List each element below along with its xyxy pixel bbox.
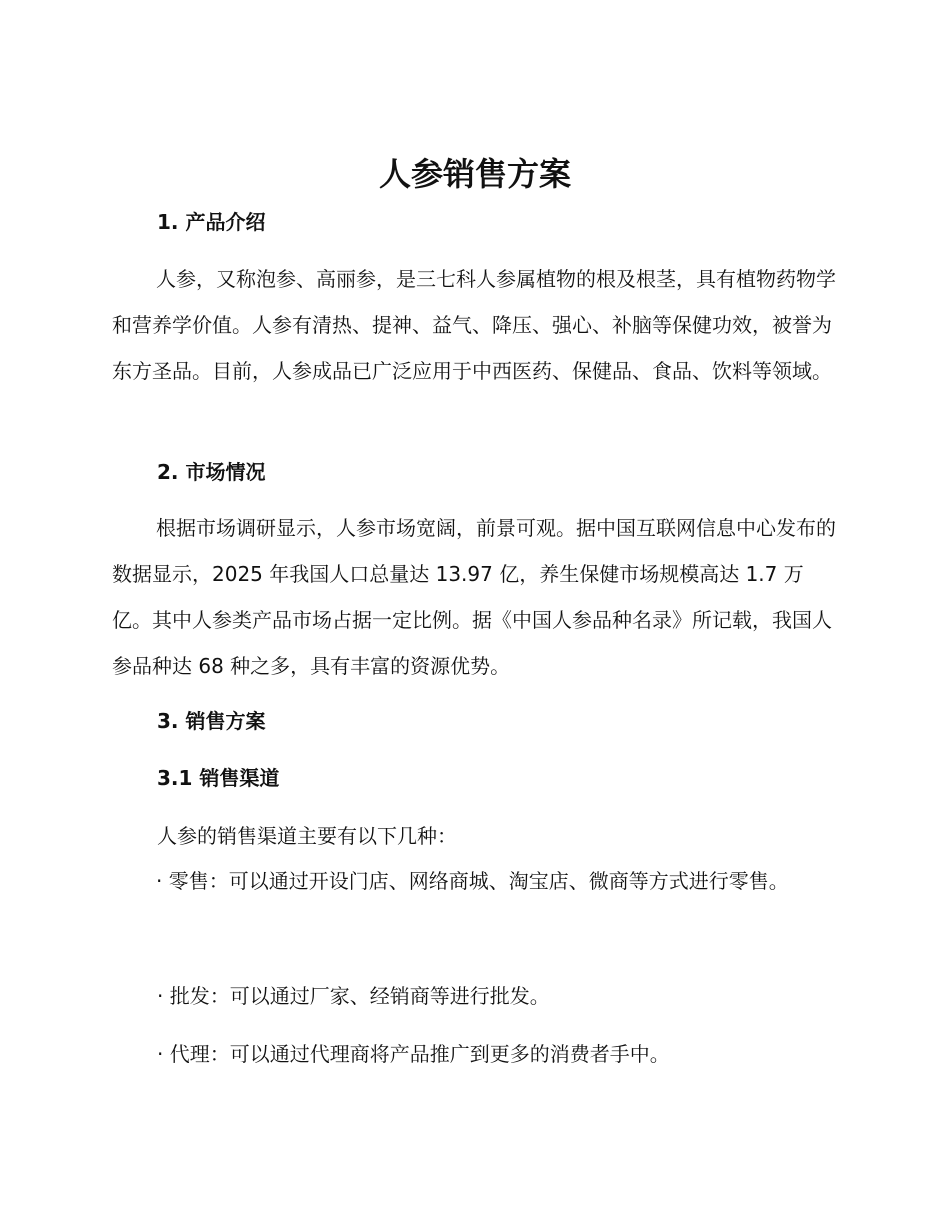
sales-channels-intro: 人参的销售渠道主要有以下几种： [157,824,457,848]
section-paragraph-market: 根据市场调研显示，人参市场宽阔，前景可观。据中国互联网信息中心发布的数据显示，2025 年我国人口总量达 13.97 亿，养生保健市场规模高达 1.7 万亿。其中人参类产品市场占据一定比例。据《中国人参品种名录》所记载，我国人参品种达 68 种之多，具有丰富的资源优势。 [112,516,836,678]
section-heading-sales-plan: 3. 销售方案 [157,709,266,733]
section-paragraph-product-intro: 人参，又称泡参、高丽参，是三七科人参属植物的根及根茎，具有植物药物学和营养学价值。人参有清热、提神、益气、降压、强心、补脑等保健功效，被誉为东方圣品。目前，人参成品已广泛应用于中西医药、保健品、食品、饮料等领域。 [112,267,836,383]
document-title: 人参销售方案 [378,155,571,193]
list-item: · 零售：可以通过开设门店、网络商城、淘宝店、微商等方式进行零售。 [156,869,789,893]
list-item: · 代理：可以通过代理商将产品推广到更多的消费者手中。 [157,1042,670,1066]
section-heading-product-intro: 1. 产品介绍 [157,210,266,234]
section-heading-sales-channels: 3.1 销售渠道 [157,766,280,790]
list-item: · 批发：可以通过厂家、经销商等进行批发。 [157,984,550,1008]
section-heading-market: 2. 市场情况 [157,460,266,484]
